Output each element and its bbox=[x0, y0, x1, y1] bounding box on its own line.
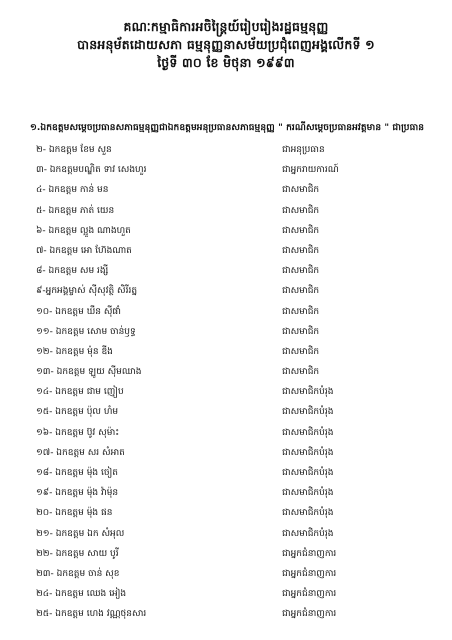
list-item bbox=[36, 365, 416, 385]
header-line-3: ថ្ងៃទី ៣០ ខែ មិថុនា ១៩៩៣ bbox=[157, 55, 295, 70]
member-role: ជាសមាជិក bbox=[282, 185, 320, 196]
member-role: ជាសមាជិកបំរុង bbox=[282, 387, 334, 398]
list-item bbox=[36, 163, 416, 183]
header-line-1: គណៈកម្មាធិការអចិន្ត្រៃយ៍រៀបរៀងរដ្ឋធម្មនុញ្ញ bbox=[123, 19, 329, 34]
list-item bbox=[36, 385, 416, 405]
member-list bbox=[36, 143, 416, 628]
list-item bbox=[36, 506, 416, 526]
member-name: ៨- ឯកឧត្តម សម រង្សី bbox=[36, 266, 109, 277]
intro-paragraph: ១.ឯកឧត្តមសម្តេចប្រធានសភាធម្មនុញ្ញជាឯកឧត្តមអនុប្រធានសភាធម្មនុញ្ញ " ករណីសម្តេចប្រធានអវត្តមាន " ជាប្រធាន bbox=[30, 123, 425, 133]
list-item bbox=[36, 204, 416, 224]
list-item bbox=[36, 264, 416, 284]
list-item bbox=[36, 345, 416, 365]
member-name: ៤- ឯកឧត្តម កាន់ មន bbox=[36, 185, 109, 196]
list-item bbox=[36, 607, 416, 627]
member-role: ជាអ្នកជំនាញការ bbox=[282, 548, 337, 559]
document-header bbox=[0, 18, 452, 72]
list-item bbox=[36, 183, 416, 203]
member-name: ១៤- ឯកឧត្តម ជាម ញៀប bbox=[36, 387, 124, 398]
list-item bbox=[36, 486, 416, 506]
member-role: ជាសមាជិកបំរុង bbox=[282, 447, 334, 458]
list-item bbox=[36, 325, 416, 345]
member-name: ១៩- ឯកឧត្តម ម៉ុង វ៉ាម៉ុន bbox=[36, 488, 119, 499]
member-role: ជាសមាជិក bbox=[282, 245, 320, 256]
member-name: ២៥- ឯកឧត្តម ហេង វណ្ណថុនសារ bbox=[36, 609, 147, 620]
header-line-2: បានអនុម័តដោយសភា ធម្មនុញ្ញនាសម័យប្រជុំពេញអង្គលើកទី ១ bbox=[77, 37, 375, 52]
member-name: ២៣- ឯកឧត្តម ចាន់ សុខ bbox=[36, 568, 120, 579]
member-role: ជាសមាជិកបំរុង bbox=[282, 508, 334, 519]
member-name: ២៤- ឯកឧត្តម ឈេង អៀង bbox=[36, 589, 127, 600]
member-role: ជាអ្នករាយការណ៍ bbox=[282, 165, 339, 176]
member-name: ៣- ឯកឧត្តមបណ្ឌិត ទាវ សេងហួរ bbox=[36, 165, 147, 176]
member-role: ជាអនុប្រធាន bbox=[282, 145, 325, 155]
member-role: ជាអ្នកជំនាញការ bbox=[282, 568, 337, 579]
member-role: ជាសមាជិកបំរុង bbox=[282, 427, 334, 438]
member-name: ១១- ឯកឧត្តម សោម ចាន់ឫទ្ធ bbox=[36, 326, 136, 337]
list-item bbox=[36, 244, 416, 264]
member-name: ២១- ឯកឧត្តម ឯក សំអុល bbox=[36, 528, 125, 539]
member-name: ១២- ឯកឧត្តម ម៉ុន ឌីង bbox=[36, 346, 113, 357]
list-item bbox=[36, 587, 416, 607]
member-name: ១៧- ឯកឧត្តម សរ សំអាត bbox=[36, 447, 125, 458]
list-item bbox=[36, 466, 416, 486]
member-name: ៩-អ្នកអង្គម្ចាស់ ស៊ីសុវត្ថិ សិរីរត្ន bbox=[36, 286, 138, 297]
member-role: ជាសមាជិកបំរុង bbox=[282, 488, 334, 499]
member-role: ជាសមាជិក bbox=[282, 205, 320, 216]
member-role: ជាអ្នកជំនាញការ bbox=[282, 589, 337, 600]
member-name: ២២- ឯកឧត្តម សាយ បូរី bbox=[36, 548, 119, 559]
list-item bbox=[36, 426, 416, 446]
member-name: ២០- ឯកឧត្តម ម៉ុង ផន bbox=[36, 508, 113, 519]
member-name: ៥- ឯកឧត្តម ភាត់ យេន bbox=[36, 205, 115, 216]
member-role: ជាសមាជិកបំរុង bbox=[282, 468, 334, 478]
list-item bbox=[36, 527, 416, 547]
list-item bbox=[36, 305, 416, 325]
member-name: ១៨- ឯកឧត្តម ម៉ុង ចៀត bbox=[36, 468, 118, 478]
member-role: ជាសមាជិក bbox=[282, 306, 320, 317]
member-role: ជាសមាជិក bbox=[282, 266, 320, 277]
member-name: ៦- ឯកឧត្តម ល្អួង ណាងហួត bbox=[36, 225, 131, 236]
list-item bbox=[36, 547, 416, 567]
list-item bbox=[36, 224, 416, 244]
member-name: ១៥- ឯកឧត្តម ប៉ុល ហំម bbox=[36, 407, 119, 418]
list-item bbox=[36, 284, 416, 304]
member-role: ជាសមាជិក bbox=[282, 367, 320, 378]
member-role: ជាសមាជិក bbox=[282, 286, 320, 297]
member-name: ១០- ឯកឧត្តម ឃឹន ស៊ីផាំ bbox=[36, 306, 121, 317]
member-role: ជាសមាជិកបំរុង bbox=[282, 528, 334, 539]
list-item bbox=[36, 567, 416, 587]
member-name: ៧- ឯកឧត្តម អោ ហ៊ែងណាត bbox=[36, 245, 132, 256]
member-role: ជាសមាជិក bbox=[282, 346, 320, 357]
member-role: ជាសមាជិកបំរុង bbox=[282, 407, 334, 418]
member-role: ជាសមាជិក bbox=[282, 225, 320, 236]
member-role: ជាអ្នកជំនាញការ bbox=[282, 609, 337, 620]
member-role: ជាសមាជិក bbox=[282, 326, 320, 337]
list-item bbox=[36, 143, 416, 163]
member-name: ១៣- ឯកឧត្តម ឡូយ ស៊ីមឈាង bbox=[36, 367, 142, 378]
member-name: ២- ឯកឧត្តម ខែម សួន bbox=[36, 145, 112, 155]
list-item bbox=[36, 446, 416, 466]
list-item bbox=[36, 405, 416, 425]
member-name: ១៦- ឯកឧត្តម ប៊ូវ សុម៉ាះ bbox=[36, 427, 120, 438]
